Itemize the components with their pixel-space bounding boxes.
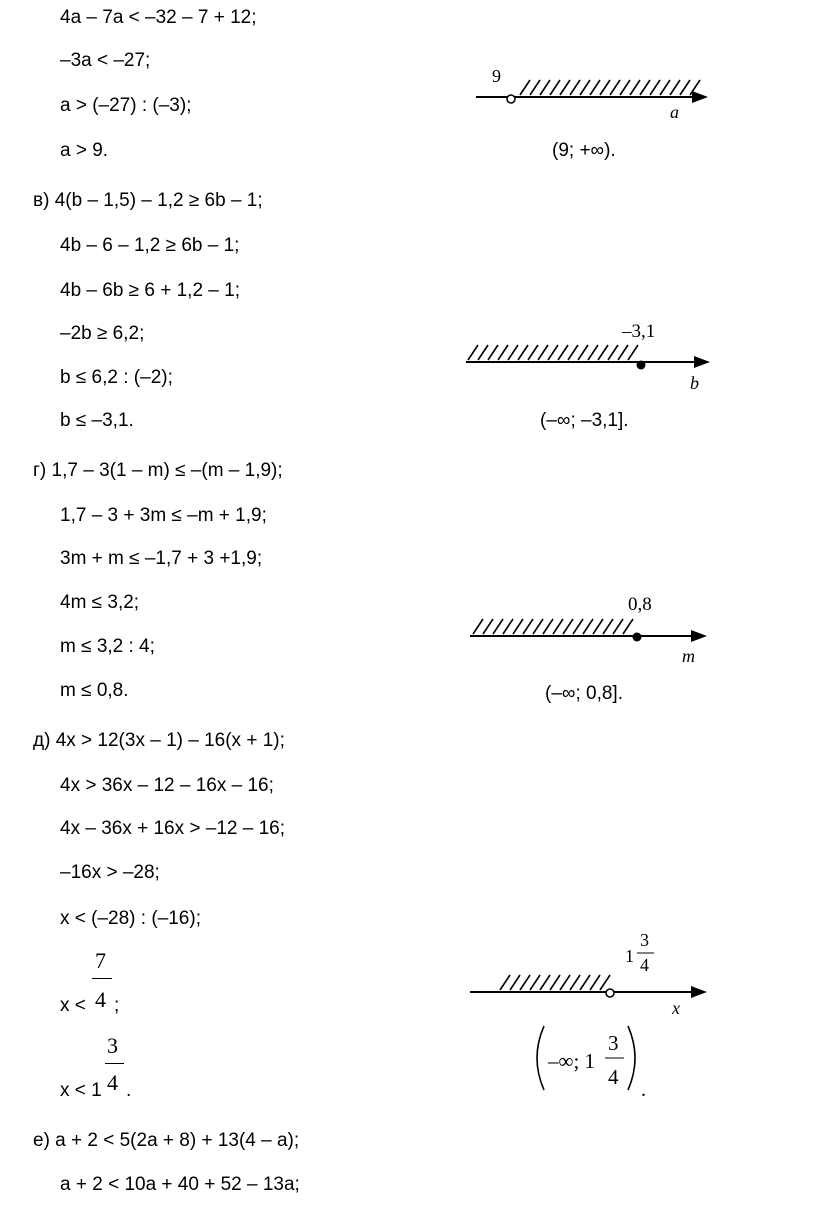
line-v1: 4b – 6 – 1,2 ≥ 6b – 1;	[60, 235, 240, 256]
answer-d-right-paren	[628, 1026, 635, 1090]
line-e0: е) a + 2 < 5(2a + 8) + 13(4 – a);	[33, 1130, 300, 1151]
line-d1: 4x > 36x – 12 – 16x – 16;	[60, 775, 274, 796]
axis-var-d: x	[672, 998, 680, 1018]
point-label-d-whole: 1	[625, 946, 634, 966]
point-label-d-denominator: 4	[640, 955, 649, 975]
closed-point-v	[637, 361, 646, 370]
answer-a: (9; +∞).	[552, 140, 616, 161]
answer-d-left-paren	[537, 1026, 544, 1090]
number-line-v	[460, 315, 730, 395]
point-label-a: 9	[492, 66, 501, 86]
axis-var-g: m	[682, 646, 695, 666]
line-g0: г) 1,7 – 3(1 – m) ≤ –(m – 1,9);	[33, 460, 283, 481]
fraction-d6-numerator: 3	[107, 1033, 118, 1058]
line-v3: –2b ≥ 6,2;	[60, 323, 145, 344]
line-d5-suffix: ;	[114, 995, 120, 1016]
line-d5-prefix: x <	[60, 995, 86, 1016]
open-point-d	[606, 989, 614, 997]
line-v5: b ≤ –3,1.	[60, 410, 134, 431]
line-a1: 4a – 7a < –32 – 7 + 12;	[60, 7, 257, 28]
fraction-d5-numerator: 7	[95, 948, 106, 973]
answer-v: (–∞; –3,1].	[540, 410, 629, 431]
open-point-a	[507, 95, 515, 103]
axis-var-v: b	[690, 373, 699, 393]
answer-g: (–∞; 0,8].	[545, 683, 623, 704]
point-label-g: 0,8	[628, 594, 652, 615]
answer-d-tail: .	[641, 1079, 646, 1101]
line-g2: 3m + m ≤ –1,7 + 3 +1,9;	[60, 548, 263, 569]
line-d2: 4x – 36x + 16x > –12 – 16;	[60, 818, 286, 839]
line-d6-prefix: x < 1	[60, 1080, 102, 1101]
fraction-d6-denominator: 4	[107, 1070, 118, 1095]
line-g4: m ≤ 3,2 : 4;	[60, 636, 155, 657]
axis-var-a: a	[670, 102, 679, 122]
fraction-d5-bar	[92, 978, 112, 979]
number-line-d	[465, 930, 725, 1020]
line-v4: b ≤ 6,2 : (–2);	[60, 367, 173, 388]
answer-d-denominator: 4	[608, 1065, 619, 1089]
point-label-d-numerator: 3	[640, 930, 649, 950]
closed-point-g	[633, 633, 642, 642]
answer-d-inf: –∞; 1	[548, 1049, 596, 1073]
line-v2: 4b – 6b ≥ 6 + 1,2 – 1;	[60, 280, 240, 301]
line-a2: –3a < –27;	[60, 50, 151, 71]
line-a3: a > (–27) : (–3);	[60, 95, 192, 116]
fraction-d5-denominator: 4	[95, 987, 106, 1012]
line-g3: 4m ≤ 3,2;	[60, 592, 140, 613]
line-e1: a + 2 < 10a + 40 + 52 – 13a;	[60, 1174, 300, 1195]
line-a4: a > 9.	[60, 140, 109, 161]
fraction-d6-bar	[105, 1063, 124, 1064]
line-d0: д) 4x > 12(3x – 1) – 16(x + 1);	[33, 730, 285, 751]
line-d6-suffix: .	[126, 1080, 132, 1101]
line-g1: 1,7 – 3 + 3m ≤ –m + 1,9;	[60, 505, 267, 526]
number-line-a	[470, 60, 730, 130]
line-d3: –16x > –28;	[60, 862, 160, 883]
number-line-g	[465, 590, 725, 665]
line-d4: x < (–28) : (–16);	[60, 908, 201, 929]
answer-d	[528, 1022, 658, 1101]
line-v0: в) 4(b – 1,5) – 1,2 ≥ 6b – 1;	[33, 190, 263, 211]
point-label-v: –3,1	[622, 321, 656, 342]
answer-d-numerator: 3	[608, 1031, 619, 1055]
line-g5: m ≤ 0,8.	[60, 680, 129, 701]
